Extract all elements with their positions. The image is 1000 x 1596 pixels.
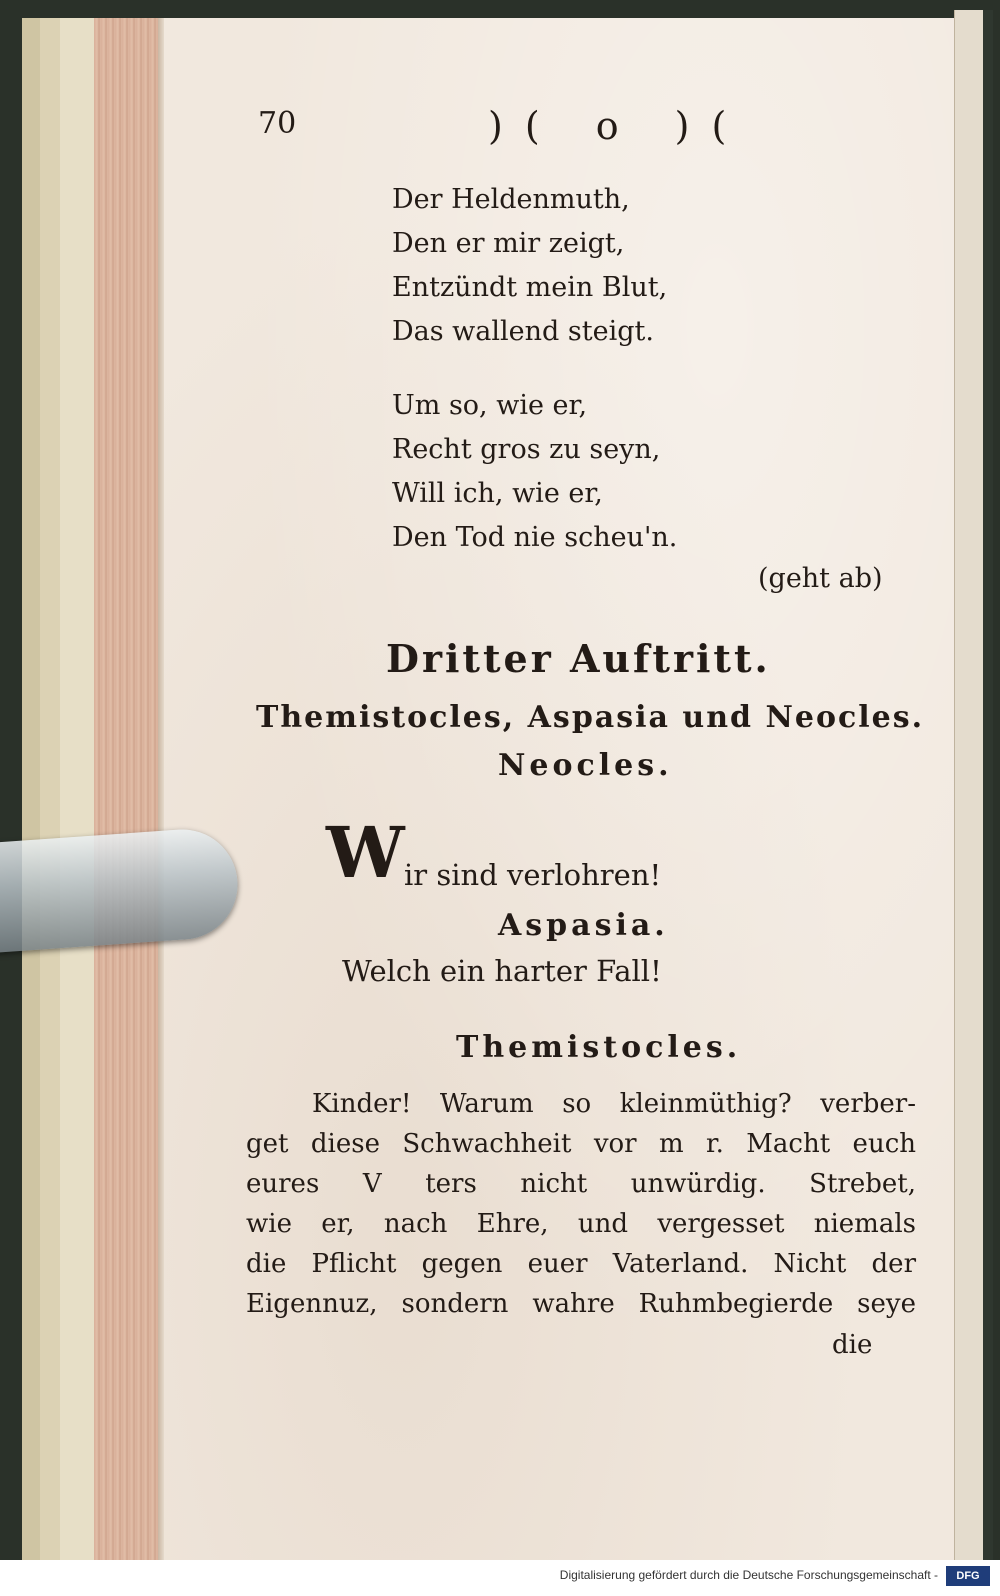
verse-line: Den Tod nie scheu'n.: [392, 522, 678, 553]
stage-direction: (geht ab): [758, 563, 883, 594]
verse-stanza-2: [392, 384, 677, 560]
speaker-name: Themistocles.: [456, 1030, 742, 1065]
book-page-stack: [94, 18, 161, 1560]
verse-line: Den er mir zeigt,: [392, 228, 625, 259]
drop-cap: W: [326, 811, 405, 894]
footer-text: Digitalisierung gefördert durch die Deutsche Forschungsgemeinschaft -: [559, 1568, 938, 1582]
book-edge: [22, 18, 41, 1560]
prose-line: eures V ters nicht unwürdig. Strebet,: [246, 1169, 916, 1199]
book-edge: [60, 18, 95, 1560]
dfg-logo: DFG: [946, 1566, 990, 1586]
speaker-name: Aspasia.: [498, 908, 669, 943]
verse-line: Das wallend steigt.: [392, 316, 654, 347]
glass-page-weight: [0, 826, 241, 953]
dialogue-line: Welch ein harter Fall!: [342, 954, 662, 988]
digitization-footer: [0, 1560, 1000, 1596]
speaker-name: Neocles.: [498, 748, 673, 783]
verse-line: Der Heldenmuth,: [392, 184, 630, 215]
verse-line: Um so, wie er,: [392, 390, 588, 421]
page-number: 70: [258, 106, 297, 141]
catchword: die: [832, 1330, 873, 1360]
book-edge: [40, 18, 61, 1560]
prose-line: get diese Schwachheit vor m r. Macht euch: [246, 1129, 916, 1159]
verse-line: Entzündt mein Blut,: [392, 272, 668, 303]
verse-line: Will ich, wie er,: [392, 478, 603, 509]
header-ornament: )( o )(: [488, 104, 749, 148]
prose-line: Kinder! Warum so kleinmüthig? verber-: [312, 1089, 916, 1119]
facing-page-edge: [954, 10, 983, 1560]
prose-line: wie er, nach Ehre, und vergesset niemals: [246, 1209, 916, 1239]
prose-line: Eigennuz, sondern wahre Ruhmbegierde seye: [246, 1289, 916, 1319]
verse-stanza-1: [392, 178, 667, 354]
character-list: Themistocles, Aspasia und Neocles.: [256, 700, 925, 735]
scene-title: Dritter Auftritt.: [386, 636, 771, 681]
prose-paragraph: [246, 1084, 916, 1324]
dialogue-line: ir sind verlohren!: [404, 858, 662, 892]
prose-line: die Pflicht gegen euer Vaterland. Nicht der: [246, 1249, 916, 1279]
verse-line: Recht gros zu seyn,: [392, 434, 661, 465]
